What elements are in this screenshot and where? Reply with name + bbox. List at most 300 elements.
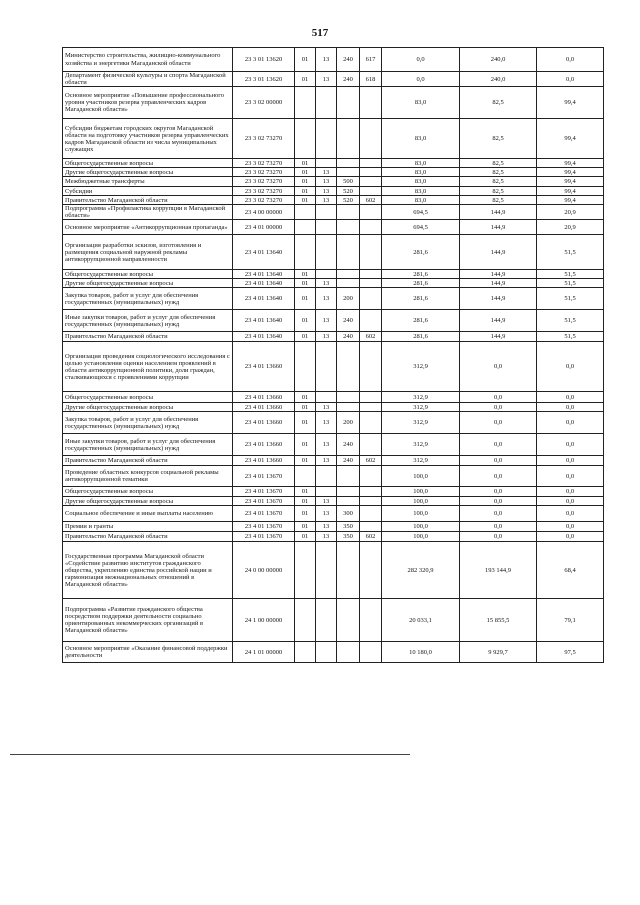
cell-v2: 82,5 — [460, 119, 537, 159]
cell-gr: 602 — [360, 532, 382, 542]
cell-name: Основное мероприятие «Оказание финансовой поддержки деятельности — [63, 642, 233, 663]
cell-vr — [337, 642, 360, 663]
cell-vr — [337, 279, 360, 288]
cell-gr — [360, 342, 382, 392]
cell-code: 23 4 01 13640 — [233, 279, 295, 288]
cell-v3: 0,0 — [537, 466, 604, 487]
cell-rz — [295, 642, 316, 663]
cell-code: 23 4 01 13660 — [233, 342, 295, 392]
cell-pr — [316, 159, 337, 168]
table-row — [63, 279, 604, 288]
cell-v3: 99,4 — [537, 119, 604, 159]
cell-pr: 13 — [316, 403, 337, 412]
cell-vr — [337, 487, 360, 497]
cell-v1: 282 320,9 — [382, 542, 460, 599]
cell-gr — [360, 497, 382, 506]
cell-pr: 13 — [316, 497, 337, 506]
cell-v1: 100,0 — [382, 497, 460, 506]
cell-pr — [316, 342, 337, 392]
cell-gr — [360, 119, 382, 159]
cell-v2: 0,0 — [460, 487, 537, 497]
cell-rz: 01 — [295, 522, 316, 532]
cell-vr: 240 — [337, 310, 360, 332]
cell-name: Государственная программа Магаданской области «Содействие развитию институтов гражданского общества, укреплению единства российской нации и гармонизация межнациональных отношений в Магаданской области» — [63, 542, 233, 599]
cell-name: Другие общегосударственные вопросы — [63, 497, 233, 506]
cell-v3: 0,0 — [537, 532, 604, 542]
cell-pr: 13 — [316, 187, 337, 196]
cell-pr — [316, 487, 337, 497]
cell-pr — [316, 119, 337, 159]
cell-gr: 618 — [360, 72, 382, 87]
cell-name: Закупка товаров, работ и услуг для обеспечения государственных (муниципальных) нужд — [63, 412, 233, 434]
cell-v1: 0,0 — [382, 72, 460, 87]
cell-pr — [316, 642, 337, 663]
cell-vr — [337, 235, 360, 270]
cell-gr — [360, 466, 382, 487]
cell-rz: 01 — [295, 332, 316, 342]
cell-rz: 01 — [295, 288, 316, 310]
cell-code: 23 3 02 73270 — [233, 159, 295, 168]
cell-gr — [360, 392, 382, 403]
cell-v3: 0,0 — [537, 392, 604, 403]
cell-name: Подпрограмма «Развитие гражданского общества посредством поддержки деятельности социально ориентированных некоммерческих организаций в Магаданской области» — [63, 599, 233, 642]
cell-code: 23 3 02 00000 — [233, 87, 295, 119]
cell-v1: 83,0 — [382, 159, 460, 168]
cell-name: Правительство Магаданской области — [63, 532, 233, 542]
cell-code: 23 4 01 13640 — [233, 310, 295, 332]
cell-v2: 82,5 — [460, 177, 537, 187]
cell-name: Субсидии — [63, 187, 233, 196]
cell-name: Иные закупки товаров, работ и услуг для обеспечения государственных (муниципальных) нужд — [63, 434, 233, 456]
cell-gr — [360, 434, 382, 456]
cell-v1: 0,0 — [382, 48, 460, 72]
cell-v2: 82,5 — [460, 196, 537, 205]
cell-rz — [295, 119, 316, 159]
cell-v2: 0,0 — [460, 392, 537, 403]
table-row — [63, 288, 604, 310]
cell-pr — [316, 599, 337, 642]
table-row — [63, 187, 604, 196]
cell-code: 24 1 01 00000 — [233, 642, 295, 663]
footnote-rule — [10, 754, 410, 755]
cell-v3: 0,0 — [537, 342, 604, 392]
cell-gr — [360, 159, 382, 168]
table-row — [63, 332, 604, 342]
cell-code: 23 4 01 13670 — [233, 532, 295, 542]
table-row — [63, 532, 604, 542]
cell-pr: 13 — [316, 196, 337, 205]
cell-v2: 82,5 — [460, 87, 537, 119]
cell-code: 23 4 01 00000 — [233, 220, 295, 235]
cell-rz: 01 — [295, 434, 316, 456]
cell-v1: 312,9 — [382, 434, 460, 456]
table-row — [63, 456, 604, 466]
cell-pr: 13 — [316, 456, 337, 466]
cell-name: Социальное обеспечение и иные выплаты населению — [63, 506, 233, 522]
cell-vr — [337, 119, 360, 159]
cell-vr: 240 — [337, 72, 360, 87]
cell-vr — [337, 392, 360, 403]
table-row — [63, 270, 604, 279]
cell-v3: 0,0 — [537, 522, 604, 532]
cell-vr — [337, 159, 360, 168]
table-row — [63, 599, 604, 642]
cell-v1: 83,0 — [382, 177, 460, 187]
cell-v2: 0,0 — [460, 412, 537, 434]
cell-rz: 01 — [295, 310, 316, 332]
cell-rz — [295, 87, 316, 119]
cell-v1: 312,9 — [382, 412, 460, 434]
cell-v1: 100,0 — [382, 487, 460, 497]
cell-v2: 240,0 — [460, 72, 537, 87]
cell-gr: 602 — [360, 456, 382, 466]
cell-v3: 0,0 — [537, 412, 604, 434]
table-row — [63, 542, 604, 599]
cell-gr — [360, 270, 382, 279]
cell-vr: 240 — [337, 332, 360, 342]
cell-name: Субсидии бюджетам городских округов Магаданской области на подготовку участников резерва управленческих кадров Магаданской области из числа муниципальных служащих — [63, 119, 233, 159]
cell-v1: 281,6 — [382, 270, 460, 279]
cell-v1: 281,6 — [382, 279, 460, 288]
cell-v2: 9 929,7 — [460, 642, 537, 663]
cell-name: Другие общегосударственные вопросы — [63, 403, 233, 412]
cell-gr — [360, 87, 382, 119]
cell-v2: 144,9 — [460, 332, 537, 342]
cell-rz: 01 — [295, 159, 316, 168]
cell-vr: 350 — [337, 522, 360, 532]
table-row — [63, 497, 604, 506]
cell-v3: 99,4 — [537, 87, 604, 119]
cell-code: 23 3 02 73270 — [233, 119, 295, 159]
cell-pr — [316, 270, 337, 279]
cell-name: Премии и гранты — [63, 522, 233, 532]
cell-v2: 144,9 — [460, 220, 537, 235]
budget-table — [62, 47, 604, 663]
cell-code: 23 4 01 13670 — [233, 497, 295, 506]
cell-v3: 0,0 — [537, 497, 604, 506]
table-row — [63, 412, 604, 434]
cell-vr: 240 — [337, 456, 360, 466]
cell-pr: 13 — [316, 177, 337, 187]
cell-v1: 281,6 — [382, 288, 460, 310]
cell-v3: 99,4 — [537, 159, 604, 168]
cell-rz: 01 — [295, 497, 316, 506]
cell-name: Общегосударственные вопросы — [63, 159, 233, 168]
table-row — [63, 177, 604, 187]
cell-name: Другие общегосударственные вопросы — [63, 168, 233, 177]
cell-v1: 20 033,1 — [382, 599, 460, 642]
cell-v2: 0,0 — [460, 342, 537, 392]
table-row — [63, 466, 604, 487]
table-row — [63, 205, 604, 220]
table-row — [63, 87, 604, 119]
cell-v2: 0,0 — [460, 506, 537, 522]
cell-name: Общегосударственные вопросы — [63, 392, 233, 403]
cell-gr — [360, 220, 382, 235]
cell-v3: 51,5 — [537, 288, 604, 310]
cell-v1: 694,5 — [382, 220, 460, 235]
cell-code: 23 3 01 13620 — [233, 48, 295, 72]
cell-vr — [337, 270, 360, 279]
cell-name: Правительство Магаданской области — [63, 196, 233, 205]
cell-name: Правительство Магаданской области — [63, 456, 233, 466]
cell-name: Закупка товаров, работ и услуг для обеспечения государственных (муниципальных) нужд — [63, 288, 233, 310]
cell-rz: 01 — [295, 487, 316, 497]
cell-v2: 0,0 — [460, 497, 537, 506]
cell-rz: 01 — [295, 48, 316, 72]
cell-rz: 01 — [295, 72, 316, 87]
cell-vr — [337, 542, 360, 599]
cell-code: 23 4 01 13640 — [233, 235, 295, 270]
cell-gr — [360, 522, 382, 532]
cell-pr: 13 — [316, 310, 337, 332]
cell-v1: 312,9 — [382, 403, 460, 412]
cell-v2: 15 855,5 — [460, 599, 537, 642]
cell-code: 23 4 01 13640 — [233, 270, 295, 279]
cell-pr — [316, 205, 337, 220]
cell-code: 23 3 02 73270 — [233, 196, 295, 205]
cell-gr — [360, 310, 382, 332]
cell-v2: 0,0 — [460, 434, 537, 456]
cell-v3: 0,0 — [537, 434, 604, 456]
cell-v2: 144,9 — [460, 310, 537, 332]
table-row — [63, 434, 604, 456]
cell-v1: 83,0 — [382, 119, 460, 159]
cell-v3: 97,5 — [537, 642, 604, 663]
cell-name: Подпрограмма «Профилактика коррупции в Магаданской области» — [63, 205, 233, 220]
cell-vr — [337, 87, 360, 119]
cell-rz: 01 — [295, 168, 316, 177]
cell-vr — [337, 466, 360, 487]
table-row — [63, 220, 604, 235]
cell-rz — [295, 342, 316, 392]
cell-rz: 01 — [295, 403, 316, 412]
cell-v3: 0,0 — [537, 403, 604, 412]
table-row — [63, 642, 604, 663]
cell-rz: 01 — [295, 279, 316, 288]
cell-v1: 281,6 — [382, 310, 460, 332]
cell-v2: 144,9 — [460, 270, 537, 279]
cell-code: 23 3 01 13620 — [233, 72, 295, 87]
cell-v2: 82,5 — [460, 168, 537, 177]
cell-code: 24 0 00 00000 — [233, 542, 295, 599]
cell-name: Межбюджетные трансферты — [63, 177, 233, 187]
cell-name: Правительство Магаданской области — [63, 332, 233, 342]
cell-rz: 01 — [295, 270, 316, 279]
cell-code: 23 4 01 13660 — [233, 403, 295, 412]
cell-rz — [295, 205, 316, 220]
table-row — [63, 168, 604, 177]
cell-name: Основное мероприятие «Антикоррупционная пропаганда» — [63, 220, 233, 235]
cell-v3: 99,4 — [537, 177, 604, 187]
cell-vr: 240 — [337, 48, 360, 72]
cell-gr — [360, 542, 382, 599]
cell-pr — [316, 87, 337, 119]
table-row — [63, 196, 604, 205]
cell-gr: 602 — [360, 332, 382, 342]
cell-name: Проведение областных конкурсов социальной рекламы антикоррупционной тематики — [63, 466, 233, 487]
cell-v3: 68,4 — [537, 542, 604, 599]
cell-gr — [360, 187, 382, 196]
cell-v2: 0,0 — [460, 522, 537, 532]
cell-code: 23 4 01 13670 — [233, 506, 295, 522]
cell-code: 24 1 00 00000 — [233, 599, 295, 642]
cell-rz: 01 — [295, 187, 316, 196]
cell-name: Департамент физической культуры и спорта Магаданской области — [63, 72, 233, 87]
cell-code: 23 3 02 73270 — [233, 177, 295, 187]
cell-vr — [337, 599, 360, 642]
cell-gr — [360, 412, 382, 434]
cell-name: Иные закупки товаров, работ и услуг для обеспечения государственных (муниципальных) нужд — [63, 310, 233, 332]
cell-rz: 01 — [295, 456, 316, 466]
cell-v3: 0,0 — [537, 506, 604, 522]
cell-gr — [360, 506, 382, 522]
table-body — [63, 48, 604, 663]
cell-rz: 01 — [295, 506, 316, 522]
cell-v1: 83,0 — [382, 187, 460, 196]
cell-pr: 13 — [316, 168, 337, 177]
cell-v1: 83,0 — [382, 196, 460, 205]
cell-code: 23 4 01 13660 — [233, 392, 295, 403]
cell-gr — [360, 487, 382, 497]
cell-v3: 99,4 — [537, 168, 604, 177]
cell-gr — [360, 642, 382, 663]
cell-rz — [295, 220, 316, 235]
cell-rz: 01 — [295, 412, 316, 434]
cell-v3: 79,1 — [537, 599, 604, 642]
cell-v1: 694,5 — [382, 205, 460, 220]
cell-v2: 0,0 — [460, 403, 537, 412]
cell-code: 23 3 02 73270 — [233, 187, 295, 196]
cell-v2: 240,0 — [460, 48, 537, 72]
cell-v2: 193 144,9 — [460, 542, 537, 599]
table-row — [63, 119, 604, 159]
cell-rz: 01 — [295, 196, 316, 205]
cell-code: 23 4 01 13640 — [233, 288, 295, 310]
cell-rz — [295, 599, 316, 642]
cell-v2: 144,9 — [460, 288, 537, 310]
cell-v1: 100,0 — [382, 532, 460, 542]
cell-pr: 13 — [316, 506, 337, 522]
table-row — [63, 487, 604, 497]
cell-pr: 13 — [316, 522, 337, 532]
cell-rz — [295, 235, 316, 270]
cell-v1: 281,6 — [382, 332, 460, 342]
cell-vr: 200 — [337, 412, 360, 434]
cell-v3: 51,5 — [537, 235, 604, 270]
cell-code: 23 4 01 13670 — [233, 522, 295, 532]
cell-gr: 602 — [360, 196, 382, 205]
cell-v3: 51,5 — [537, 270, 604, 279]
cell-v1: 100,0 — [382, 466, 460, 487]
cell-vr: 500 — [337, 177, 360, 187]
cell-v3: 99,4 — [537, 196, 604, 205]
cell-v3: 20,9 — [537, 205, 604, 220]
cell-pr — [316, 542, 337, 599]
cell-name: Другие общегосударственные вопросы — [63, 279, 233, 288]
cell-name: Организация разработки эскизов, изготовления и размещения социальной наружной рекламы антикоррупционной направленности — [63, 235, 233, 270]
cell-name: Общегосударственные вопросы — [63, 487, 233, 497]
cell-code: 23 4 01 13660 — [233, 434, 295, 456]
cell-name: Министерство строительства, жилищно-коммунального хозяйства и энергетики Магаданской области — [63, 48, 233, 72]
cell-gr — [360, 177, 382, 187]
cell-code: 23 4 01 13660 — [233, 456, 295, 466]
cell-vr: 300 — [337, 506, 360, 522]
cell-vr — [337, 168, 360, 177]
cell-v2: 0,0 — [460, 532, 537, 542]
cell-vr — [337, 403, 360, 412]
cell-v3: 0,0 — [537, 487, 604, 497]
cell-rz: 01 — [295, 177, 316, 187]
table-row — [63, 310, 604, 332]
cell-rz — [295, 542, 316, 599]
table-row — [63, 522, 604, 532]
cell-name: Общегосударственные вопросы — [63, 270, 233, 279]
cell-pr — [316, 392, 337, 403]
cell-rz: 01 — [295, 392, 316, 403]
table-row — [63, 235, 604, 270]
cell-v2: 144,9 — [460, 205, 537, 220]
cell-pr: 13 — [316, 279, 337, 288]
cell-v1: 100,0 — [382, 522, 460, 532]
cell-v3: 0,0 — [537, 456, 604, 466]
cell-vr: 200 — [337, 288, 360, 310]
cell-pr: 13 — [316, 532, 337, 542]
cell-rz: 01 — [295, 532, 316, 542]
cell-v3: 99,4 — [537, 187, 604, 196]
cell-v2: 82,5 — [460, 187, 537, 196]
cell-v3: 0,0 — [537, 72, 604, 87]
cell-code: 23 4 00 00000 — [233, 205, 295, 220]
cell-v3: 51,5 — [537, 279, 604, 288]
cell-v2: 0,0 — [460, 466, 537, 487]
cell-v1: 83,0 — [382, 87, 460, 119]
cell-v2: 82,5 — [460, 159, 537, 168]
cell-v2: 144,9 — [460, 279, 537, 288]
cell-gr — [360, 288, 382, 310]
cell-v1: 83,0 — [382, 168, 460, 177]
cell-v2: 144,9 — [460, 235, 537, 270]
table-row — [63, 342, 604, 392]
cell-gr — [360, 205, 382, 220]
cell-code: 23 4 01 13670 — [233, 487, 295, 497]
cell-name: Основное мероприятие «Повышение профессионального уровня участников резерва управленческих кадров Магаданской области» — [63, 87, 233, 119]
cell-pr: 13 — [316, 412, 337, 434]
table-row — [63, 48, 604, 72]
table-row — [63, 506, 604, 522]
cell-gr: 617 — [360, 48, 382, 72]
cell-v3: 51,5 — [537, 310, 604, 332]
cell-code: 23 4 01 13670 — [233, 466, 295, 487]
cell-gr — [360, 168, 382, 177]
cell-pr: 13 — [316, 332, 337, 342]
cell-vr: 520 — [337, 196, 360, 205]
cell-pr: 13 — [316, 48, 337, 72]
table-row — [63, 159, 604, 168]
cell-v1: 10 180,0 — [382, 642, 460, 663]
cell-vr: 350 — [337, 532, 360, 542]
cell-pr: 13 — [316, 434, 337, 456]
cell-vr — [337, 220, 360, 235]
cell-pr — [316, 220, 337, 235]
table-row — [63, 403, 604, 412]
cell-pr — [316, 466, 337, 487]
cell-vr: 240 — [337, 434, 360, 456]
cell-v1: 281,6 — [382, 235, 460, 270]
cell-name: Организация проведения социологического исследования с целью установления оценки населением проявлений в области антикоррупционной политики, доли граждан, сталкивающихся с проявлениями коррупции — [63, 342, 233, 392]
cell-pr: 13 — [316, 72, 337, 87]
table-row — [63, 392, 604, 403]
